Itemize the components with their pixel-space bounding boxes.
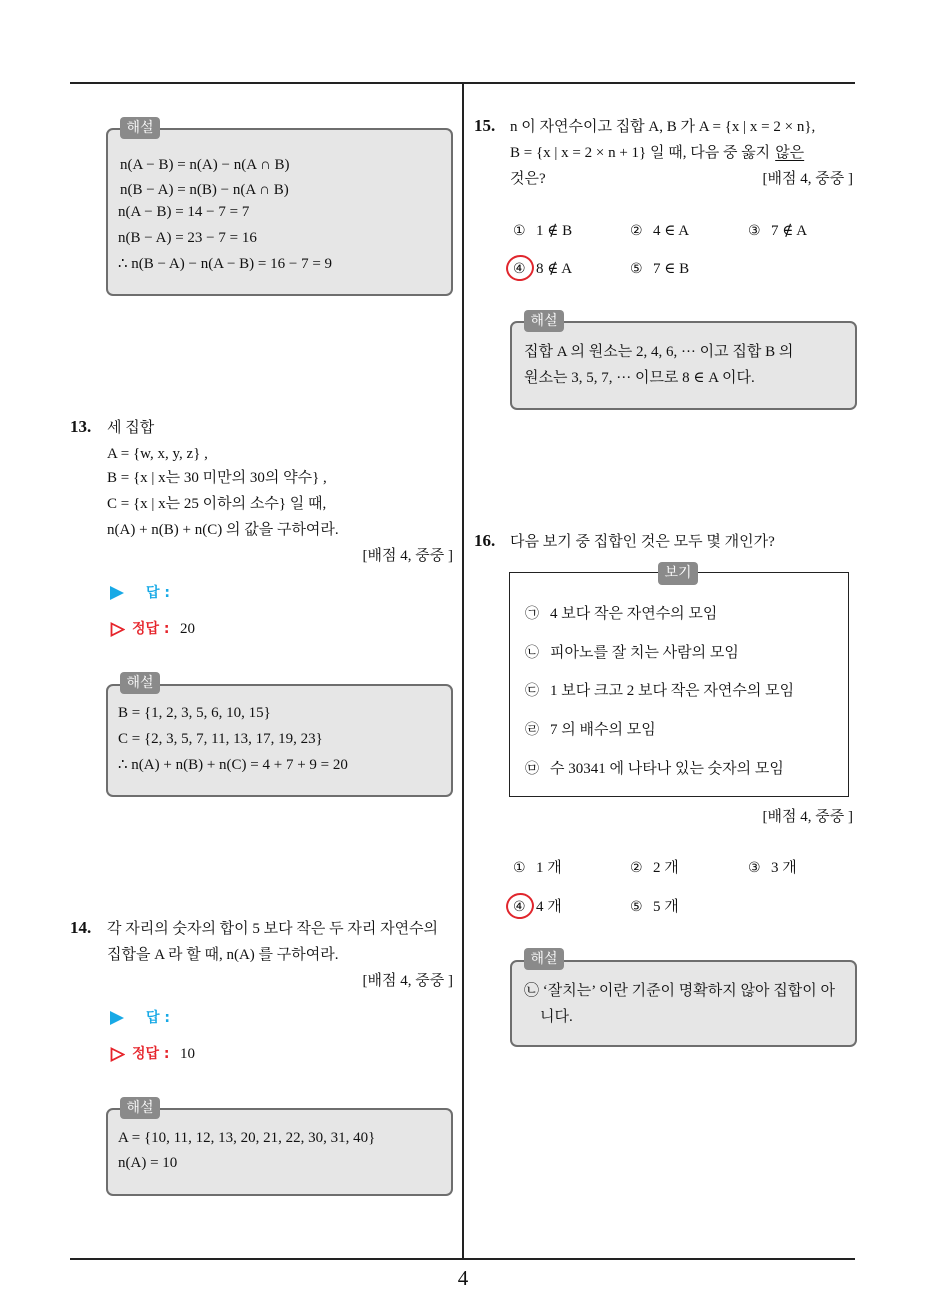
bogi-item-text: 1 보다 크고 2 보다 작은 자연수의 모임 [550,683,795,699]
choice-5 [630,259,689,279]
bogi-item [525,720,656,740]
problem-13-question: n(A) + n(B) + n(C) 의 값을 구하여라. [107,522,339,538]
choice-2 [630,858,679,878]
problem-15-stem-line2 [510,143,804,163]
explanation-line: ∴ n(B − A) − n(A − B) = 16 − 7 = 9 [118,256,333,272]
explanation-line: n(A − B) = 14 − 7 = 7 [118,204,250,220]
bogi-item-text: 4 보다 작은 자연수의 모임 [550,606,718,622]
explanation-line: n(A − B) = n(A) − n(A ∩ B) [120,157,290,173]
problem-number-13: 13. [70,417,92,436]
choice-number: ① [513,860,526,876]
choice-number: ⑤ [630,899,643,915]
choice-number: ③ [748,223,761,239]
explanation-label: 해설 [524,948,564,970]
choice-text: 1 ∉ B [536,223,573,239]
choice-text: 5 개 [653,899,679,915]
problem-15-score: [배점 4, 중중 ] [762,171,853,187]
choice-5 [630,897,679,917]
explanation-line: B = {1, 2, 3, 5, 6, 10, 15} [118,705,271,721]
problem-16-score: [배점 4, 중중 ] [762,809,853,825]
bogi-label: 보기 [658,562,698,585]
explanation-label: 해설 [524,310,564,332]
bogi-box [509,565,849,797]
correct-answer-label: 정답 : [132,621,170,637]
bogi-item [525,643,739,663]
choice-number: ⑤ [630,261,643,277]
answer-label: 답 : [146,1010,170,1026]
explanation-box-15 [510,313,857,410]
choice-text: 7 ∈ B [653,261,690,277]
answer-triangle-icon [110,1011,124,1025]
problem-number-16: 16. [474,531,496,550]
bogi-item-mark: ㉠ [525,607,539,622]
bogi-item-mark: ㉤ [525,762,539,777]
bogi-item-mark: ㉢ [525,684,539,699]
explanation-box-13 [106,675,453,797]
explanation-line: n(A) = 10 [118,1155,178,1171]
bogi-item [525,604,717,624]
choice-text: 3 개 [771,860,797,876]
explanation-label: 해설 [120,672,160,694]
problem-15-stem: n 이 자연수이고 집합 A, B 가 A = {x | x = 2 × n}, [510,119,816,135]
problem-14-score: [배점 4, 중중 ] [362,973,453,989]
correct-answer-value: 10 [180,1046,195,1062]
choice-text: 2 개 [653,860,679,876]
bogi-item-mark: ㉡ [525,646,539,661]
answer-triangle-icon [110,586,124,600]
problem-15-stem-text: B = {x | x = 2 × n + 1} 일 때, 다음 중 옳지 [510,145,771,161]
choice-3 [748,221,807,241]
problem-16-question: 다음 보기 중 집합인 것은 모두 몇 개인가? [510,534,775,550]
problem-13-score: [배점 4, 중중 ] [362,548,453,564]
bogi-item-mark: ㉣ [525,723,539,738]
choice-3 [748,858,797,878]
explanation-line: 니다. [540,1009,573,1025]
problem-13-set-a: A = {w, x, y, z} , [107,446,208,462]
choice-number: ③ [748,860,761,876]
problem-13-stem: 세 집합 [107,420,155,436]
explanation-line: n(B − A) = n(B) − n(A ∩ B) [120,182,289,198]
column-divider [462,82,464,1258]
choice-text: 4 ∈ A [653,223,690,239]
choice-text: 7 ∉ A [771,223,808,239]
explanation-label: 해설 [120,117,160,139]
explanation-label: 해설 [120,1097,160,1119]
problem-13-set-b: B = {x | x는 30 미만의 30의 약수} , [107,470,327,486]
choice-4 [513,259,572,279]
problem-number-15: 15. [474,116,496,135]
choice-number: ① [513,223,526,239]
problem-number-14: 14. [70,918,92,937]
choice-4 [513,897,562,917]
explanation-line: ∴ n(A) + n(B) + n(C) = 4 + 7 + 9 = 20 [118,757,348,773]
problem-14-question: 집합을 A 라 할 때, n(A) 를 구하여라. [107,947,339,963]
explanation-line: C = {2, 3, 5, 7, 11, 13, 17, 19, 23} [118,731,323,747]
choice-text: 4 개 [536,899,562,915]
bogi-item-text: 7 의 배수의 모임 [550,722,656,738]
choice-text: 1 개 [536,860,562,876]
bottom-rule [70,1258,855,1260]
explanation-box-prev [106,120,453,296]
explanation-box-16 [510,951,857,1047]
choice-1 [513,858,562,878]
explanation-line: 원소는 3, 5, 7, ··· 이므로 8 ∈ A 이다. [524,370,755,386]
underlined-keyword: 않은 [775,145,805,161]
correct-triangle-icon [110,622,125,637]
problem-13-set-c: C = {x | x는 25 이하의 소수} 일 때, [107,496,327,512]
bogi-item [525,681,794,701]
choice-number: ④ [513,899,526,915]
choice-number: ② [630,860,643,876]
answer-label: 답 : [146,585,170,601]
bogi-item-text: 피아노를 잘 치는 사람의 모임 [550,645,739,661]
problem-15-question: 것은? [510,171,546,187]
choice-2 [630,221,689,241]
page-number: 4 [457,1266,469,1290]
explanation-line: ㉡ ‘잘치는’ 이란 기준이 명확하지 않아 집합이 아 [524,983,835,999]
choice-text: 8 ∉ A [536,261,573,277]
choice-number: ② [630,223,643,239]
explanation-line: A = {10, 11, 12, 13, 20, 21, 22, 30, 31, 40} [118,1130,376,1146]
explanation-line: 집합 A 의 원소는 2, 4, 6, ··· 이고 집합 B 의 [524,344,794,360]
choice-1 [513,221,572,241]
explanation-line: n(B − A) = 23 − 7 = 16 [118,230,257,246]
correct-triangle-icon [110,1047,125,1062]
choice-number: ④ [513,261,526,277]
bogi-item [525,759,784,779]
correct-answer-value: 20 [180,621,195,637]
bogi-item-text: 수 30341 에 나타나 있는 숫자의 모임 [550,761,784,777]
explanation-box-14 [106,1100,453,1196]
problem-14-stem: 각 자리의 숫자의 합이 5 보다 작은 두 자리 자연수의 [107,921,439,937]
correct-answer-label: 정답 : [132,1046,170,1062]
